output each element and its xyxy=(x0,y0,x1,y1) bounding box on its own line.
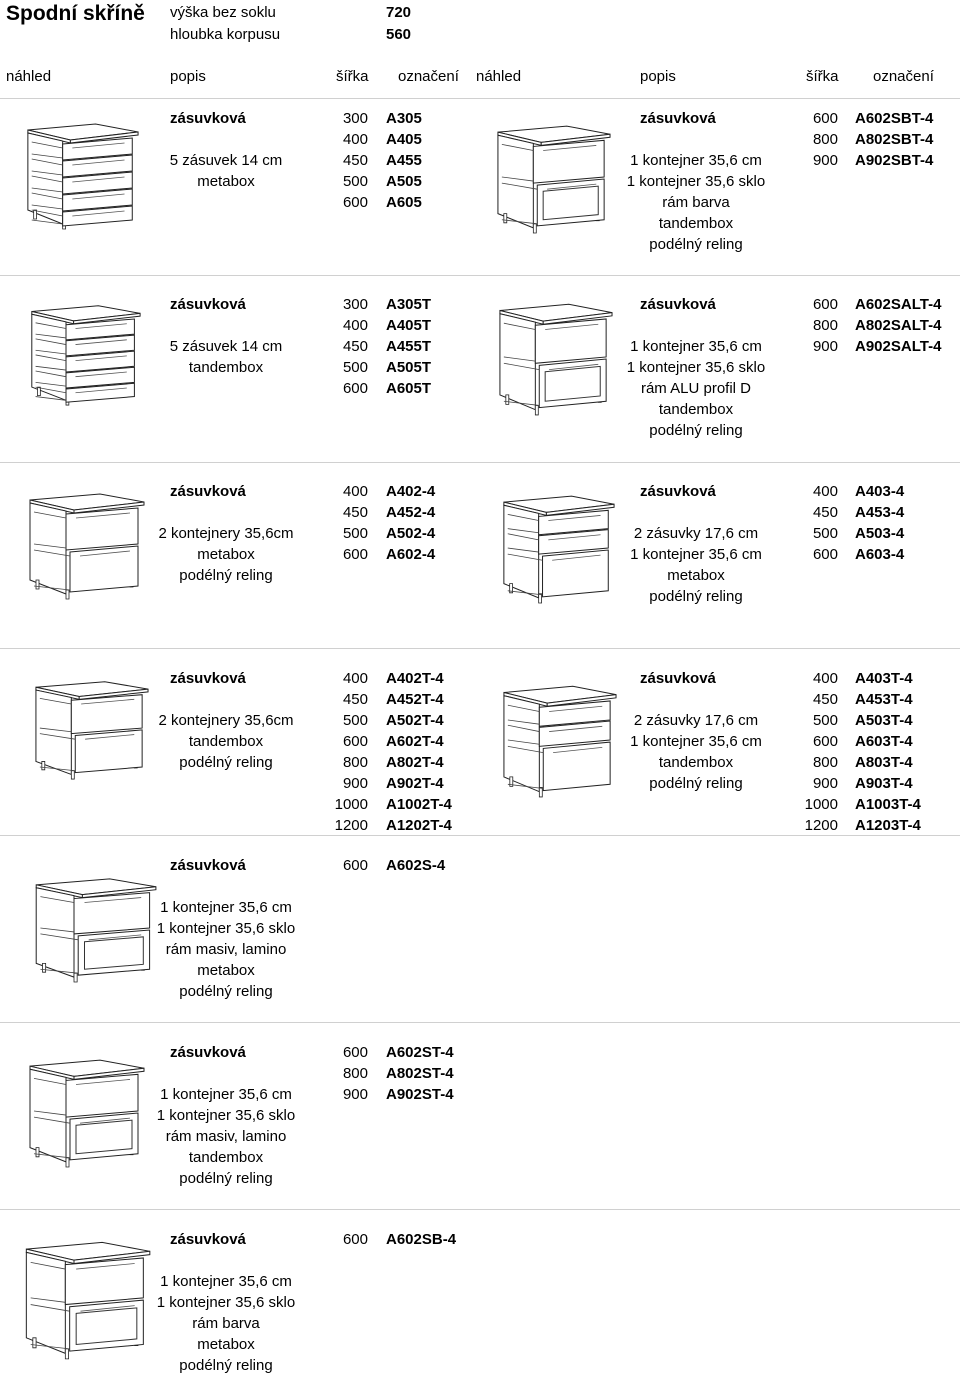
cabinet-description: 2 kontejnery 35,6cm xyxy=(158,712,294,729)
cabinet-width: 400 xyxy=(342,131,368,148)
cabinet-width: 800 xyxy=(812,754,838,771)
cabinet-description: 1 kontejner 35,6 sklo xyxy=(156,1107,296,1124)
cabinet-description: podélný reling xyxy=(649,422,743,439)
cabinet-description: rám barva xyxy=(192,1315,260,1332)
cabinet-code: A1203T-4 xyxy=(855,817,921,834)
cabinet-description: 1 kontejner 35,6 cm xyxy=(630,338,762,355)
cabinet-description: 2 zásuvky 17,6 cm xyxy=(633,712,759,729)
cabinet-width: 600 xyxy=(812,733,838,750)
cabinet-code: A502T-4 xyxy=(386,712,444,729)
cabinet-type: zásuvková xyxy=(640,483,716,500)
cabinet-description: rám masiv, lamino xyxy=(165,941,287,958)
cabinet-description: 1 kontejner 35,6 sklo xyxy=(626,173,766,190)
col-header-description-2: popis xyxy=(640,68,676,85)
cabinet-description: metabox xyxy=(197,546,255,563)
row-separator xyxy=(0,98,960,99)
col-header-width: šířka xyxy=(336,68,369,85)
cabinet-code: A452-4 xyxy=(386,504,436,521)
cabinet-code: A802ST-4 xyxy=(386,1065,454,1082)
cabinet-code: A305T xyxy=(386,296,432,313)
cabinet-description: metabox xyxy=(197,173,255,190)
row-separator xyxy=(0,462,960,463)
cabinet-width: 1200 xyxy=(804,817,838,834)
cabinet-code: A602S-4 xyxy=(386,857,446,874)
cabinet-description: 1 kontejner 35,6 cm xyxy=(160,899,292,916)
cabinet-code: A305 xyxy=(386,110,422,127)
cabinet-width: 600 xyxy=(342,1231,368,1248)
cabinet-description: 1 kontejner 35,6 sklo xyxy=(156,1294,296,1311)
cabinet-description: tandembox xyxy=(188,733,264,750)
cabinet-type: zásuvková xyxy=(170,483,246,500)
row-separator xyxy=(0,1209,960,1210)
cabinet-width: 600 xyxy=(342,733,368,750)
cabinet-illustration xyxy=(26,1056,146,1168)
cabinet-type: zásuvková xyxy=(640,110,716,127)
cabinet-width: 600 xyxy=(342,857,368,874)
cabinet-code: A902SALT-4 xyxy=(855,338,942,355)
cabinet-illustration xyxy=(496,300,614,416)
cabinet-type: zásuvková xyxy=(640,296,716,313)
cabinet-width: 600 xyxy=(342,194,368,211)
cabinet-code: A402T-4 xyxy=(386,670,444,687)
cabinet-description: metabox xyxy=(667,567,725,584)
cabinet-illustration xyxy=(22,1238,152,1360)
cabinet-width: 900 xyxy=(342,1086,368,1103)
cabinet-illustration xyxy=(500,682,618,798)
row-separator xyxy=(0,1022,960,1023)
cabinet-code: A502-4 xyxy=(386,525,436,542)
cabinet-illustration xyxy=(32,875,158,983)
cabinet-code: A902SBT-4 xyxy=(855,152,934,169)
cabinet-width: 900 xyxy=(812,775,838,792)
cabinet-code: A505 xyxy=(386,173,422,190)
cabinet-code: A602T-4 xyxy=(386,733,444,750)
cabinet-description: podélný reling xyxy=(649,588,743,605)
cabinet-width: 1000 xyxy=(334,796,368,813)
cabinet-code: A402-4 xyxy=(386,483,436,500)
cabinet-width: 600 xyxy=(342,380,368,397)
cabinet-description: 2 zásuvky 17,6 cm xyxy=(633,525,759,542)
cabinet-illustration xyxy=(500,492,616,604)
cabinet-width: 1200 xyxy=(334,817,368,834)
cabinet-width: 450 xyxy=(342,504,368,521)
cabinet-description: metabox xyxy=(197,1336,255,1353)
cabinet-width: 450 xyxy=(812,691,838,708)
cabinet-description: podélný reling xyxy=(179,1170,273,1187)
cabinet-width: 900 xyxy=(342,775,368,792)
cabinet-code: A802T-4 xyxy=(386,754,444,771)
cabinet-width: 800 xyxy=(342,1065,368,1082)
cabinet-code: A803T-4 xyxy=(855,754,913,771)
cabinet-type: zásuvková xyxy=(170,1044,246,1061)
cabinet-description: 1 kontejner 35,6 cm xyxy=(160,1086,292,1103)
cabinet-description: tandembox xyxy=(658,754,734,771)
cabinet-description: 1 kontejner 35,6 sklo xyxy=(626,359,766,376)
cabinet-width: 450 xyxy=(342,152,368,169)
cabinet-type: zásuvková xyxy=(170,296,246,313)
cabinet-width: 800 xyxy=(812,317,838,334)
cabinet-code: A503T-4 xyxy=(855,712,913,729)
cabinet-code: A602SB-4 xyxy=(386,1231,457,1248)
cabinet-code: A603-4 xyxy=(855,546,905,563)
param-label-depth: hloubka korpusu xyxy=(170,26,281,43)
cabinet-width: 500 xyxy=(342,525,368,542)
cabinet-description: podélný reling xyxy=(179,754,273,771)
col-header-preview: náhled xyxy=(6,68,52,85)
cabinet-width: 300 xyxy=(342,296,368,313)
cabinet-code: A802SALT-4 xyxy=(855,317,942,334)
page-title: Spodní skříně xyxy=(6,2,145,25)
cabinet-code: A453T-4 xyxy=(855,691,913,708)
cabinet-width: 450 xyxy=(342,691,368,708)
cabinet-width: 800 xyxy=(342,754,368,771)
cabinet-width: 600 xyxy=(342,546,368,563)
param-value-height: 720 xyxy=(386,4,412,21)
cabinet-description: podélný reling xyxy=(179,567,273,584)
cabinet-width: 600 xyxy=(812,546,838,563)
cabinet-description: 1 kontejner 35,6 cm xyxy=(630,733,762,750)
cabinet-code: A602ST-4 xyxy=(386,1044,454,1061)
cabinet-code: A1002T-4 xyxy=(386,796,452,813)
cabinet-description: 1 kontejner 35,6 cm xyxy=(630,152,762,169)
cabinet-code: A403-4 xyxy=(855,483,905,500)
cabinet-description: podélný reling xyxy=(649,775,743,792)
cabinet-illustration xyxy=(24,120,140,230)
cabinet-type: zásuvková xyxy=(640,670,716,687)
cabinet-code: A603T-4 xyxy=(855,733,913,750)
cabinet-code: A902ST-4 xyxy=(386,1086,454,1103)
cabinet-description: 1 kontejner 35,6 cm xyxy=(630,546,762,563)
cabinet-width: 400 xyxy=(342,483,368,500)
cabinet-description: rám masiv, lamino xyxy=(165,1128,287,1145)
cabinet-description: tandembox xyxy=(188,359,264,376)
cabinet-width: 600 xyxy=(812,296,838,313)
cabinet-width: 900 xyxy=(812,338,838,355)
cabinet-code: A903T-4 xyxy=(855,775,913,792)
cabinet-type: zásuvková xyxy=(170,110,246,127)
cabinet-description: rám ALU profil D xyxy=(640,380,752,397)
col-header-code-2: označení xyxy=(873,68,934,85)
col-header-preview-2: náhled xyxy=(476,68,522,85)
cabinet-code: A602SALT-4 xyxy=(855,296,942,313)
cabinet-width: 600 xyxy=(342,1044,368,1061)
col-header-code: označení xyxy=(398,68,459,85)
row-separator xyxy=(0,648,960,649)
cabinet-description: 1 kontejner 35,6 cm xyxy=(160,1273,292,1290)
cabinet-code: A405 xyxy=(386,131,422,148)
cabinet-code: A453-4 xyxy=(855,504,905,521)
cabinet-code: A802SBT-4 xyxy=(855,131,934,148)
cabinet-code: A505T xyxy=(386,359,432,376)
cabinet-code: A1202T-4 xyxy=(386,817,452,834)
cabinet-width: 400 xyxy=(812,670,838,687)
cabinet-code: A405T xyxy=(386,317,432,334)
cabinet-description: podélný reling xyxy=(179,1357,273,1374)
cabinet-code: A602-4 xyxy=(386,546,436,563)
cabinet-width: 800 xyxy=(812,131,838,148)
cabinet-description: 2 kontejnery 35,6cm xyxy=(158,525,294,542)
cabinet-illustration xyxy=(494,122,612,234)
param-label-height: výška bez soklu xyxy=(170,4,276,21)
col-header-width-2: šířka xyxy=(806,68,839,85)
cabinet-width: 500 xyxy=(342,712,368,729)
cabinet-width: 400 xyxy=(812,483,838,500)
cabinet-width: 500 xyxy=(342,359,368,376)
cabinet-code: A1003T-4 xyxy=(855,796,921,813)
cabinet-description: podélný reling xyxy=(649,236,743,253)
cabinet-width: 450 xyxy=(342,338,368,355)
cabinet-width: 400 xyxy=(342,670,368,687)
cabinet-description: tandembox xyxy=(658,401,734,418)
cabinet-code: A605T xyxy=(386,380,432,397)
cabinet-code: A902T-4 xyxy=(386,775,444,792)
cabinet-code: A605 xyxy=(386,194,422,211)
cabinet-description: 1 kontejner 35,6 sklo xyxy=(156,920,296,937)
cabinet-description: 5 zásuvek 14 cm xyxy=(169,152,283,169)
param-value-depth: 560 xyxy=(386,26,412,43)
cabinet-illustration xyxy=(32,678,150,780)
cabinet-width: 300 xyxy=(342,110,368,127)
cabinet-description: 5 zásuvek 14 cm xyxy=(169,338,283,355)
cabinet-description: tandembox xyxy=(188,1149,264,1166)
cabinet-type: zásuvková xyxy=(170,1231,246,1248)
cabinet-illustration xyxy=(28,302,142,406)
cabinet-width: 500 xyxy=(342,173,368,190)
cabinet-code: A503-4 xyxy=(855,525,905,542)
cabinet-description: metabox xyxy=(197,962,255,979)
cabinet-width: 1000 xyxy=(804,796,838,813)
col-header-description: popis xyxy=(170,68,206,85)
cabinet-width: 900 xyxy=(812,152,838,169)
cabinet-illustration xyxy=(26,490,146,600)
cabinet-code: A455T xyxy=(386,338,432,355)
cabinet-description: tandembox xyxy=(658,215,734,232)
cabinet-width: 450 xyxy=(812,504,838,521)
cabinet-code: A403T-4 xyxy=(855,670,913,687)
cabinet-code: A602SBT-4 xyxy=(855,110,934,127)
cabinet-width: 500 xyxy=(812,525,838,542)
cabinet-type: zásuvková xyxy=(170,857,246,874)
cabinet-description: podélný reling xyxy=(179,983,273,1000)
row-separator xyxy=(0,275,960,276)
cabinet-type: zásuvková xyxy=(170,670,246,687)
cabinet-width: 500 xyxy=(812,712,838,729)
cabinet-description: rám barva xyxy=(662,194,730,211)
cabinet-code: A455 xyxy=(386,152,422,169)
cabinet-code: A452T-4 xyxy=(386,691,444,708)
cabinet-width: 600 xyxy=(812,110,838,127)
cabinet-width: 400 xyxy=(342,317,368,334)
